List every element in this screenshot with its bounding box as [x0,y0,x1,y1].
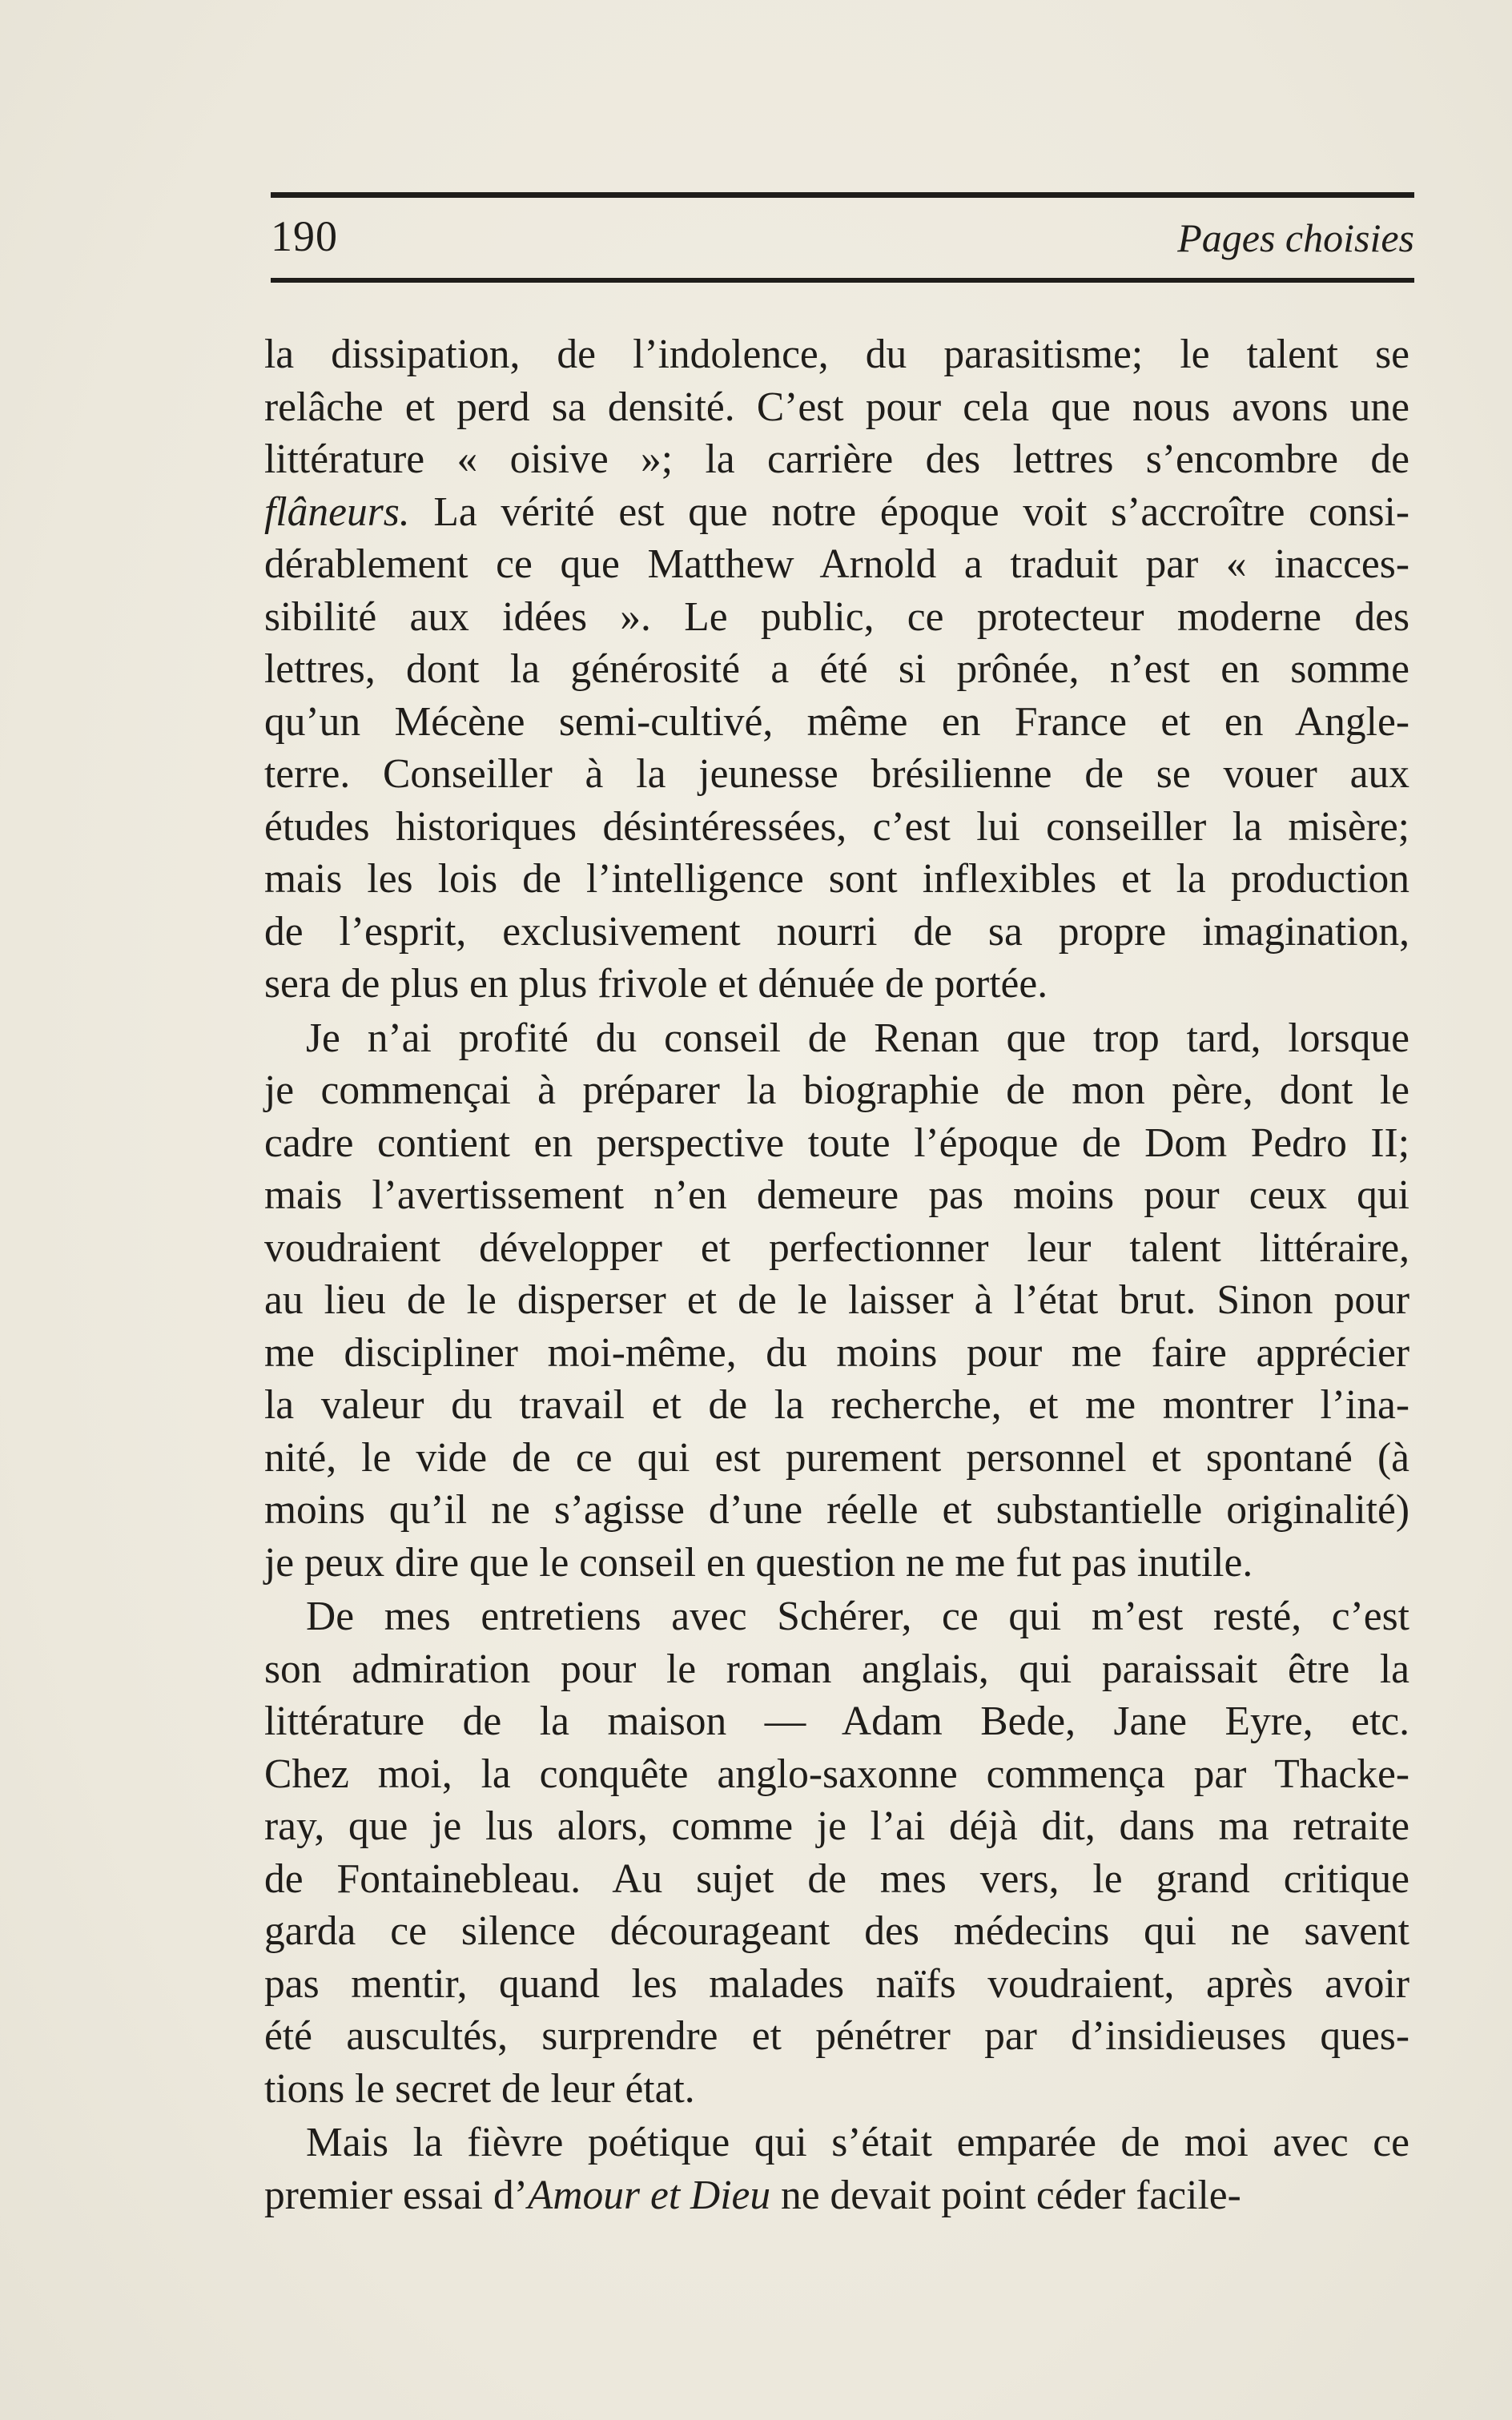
text-line: qu’un Mécène semi-cultivé, même en France et en Angle- [264,698,1409,745]
text-line: Mais la fièvre poétique qui s’était emparée de moi avec ce [306,2120,1409,2165]
text-line: dérablement ce que Matthew Arnold a traduit par « inacces- [264,541,1409,587]
paragraph [264,1012,1409,1590]
text-line: été auscultés, surprendre et pénétrer par d’insidieuses ques- [264,2013,1409,2059]
paragraph [264,328,1409,1011]
text-line: premier essai d’Amour et Dieu ne devait point céder facile- [264,2172,1241,2218]
paragraph [264,2116,1409,2221]
text-line: sera de plus en plus frivole et dénuée de portée. [264,961,1048,1007]
text-line: de Fontainebleau. Au sujet de mes vers, le grand critique [264,1855,1409,1902]
text-line: lettres, dont la générosité a été si prônée, n’est en somme [264,646,1409,692]
header-rule-top [271,192,1414,198]
text-line: cadre contient en perspective toute l’époque de Dom Pedro II; [264,1120,1409,1166]
text-line: sibilité aux idées ». Le public, ce protecteur moderne des [264,593,1409,640]
text-line: de l’esprit, exclusivement nourri de sa propre imagination, [264,908,1409,955]
text-line: la dissipation, de l’indolence, du parasitisme; le talent se [264,332,1409,377]
text-line: la valeur du travail et de la recherche, et me montrer l’ina- [264,1382,1409,1428]
text-line: mais les lois de l’intelligence sont inflexibles et la production [264,856,1409,902]
text-line: je peux dire que le conseil en question ne me fut pas inutile. [264,1539,1253,1586]
text-line: je commençai à préparer la biographie de mon père, dont le [264,1067,1409,1113]
text-line: voudraient développer et perfectionner leur talent littéraire, [264,1224,1409,1271]
text-line: son admiration pour le roman anglais, qui paraissait être la [264,1646,1409,1692]
header-rule-bottom [271,278,1414,283]
text-line: au lieu de le disperser et de le laisser à l’état brut. Sinon pour [264,1277,1409,1323]
text-line: garda ce silence décourageant des médecins qui ne savent [264,1908,1409,1954]
text-line: moins qu’il ne s’agisse d’une réelle et substantielle originalité) [264,1487,1409,1533]
text-line: tions le secret de leur état. [264,2065,695,2112]
text-line: De mes entretiens avec Schérer, ce qui m’est resté, c’est [306,1594,1409,1639]
text-line: mais l’avertissement n’en demeure pas moins pour ceux qui [264,1172,1409,1218]
text-line: terre. Conseiller à la jeunesse brésilienne de se vouer aux [264,751,1409,797]
text-line: nité, le vide de ce qui est purement personnel et spontané (à [264,1434,1409,1481]
running-head: Pages choisies [1177,215,1414,260]
text-line: Chez moi, la conquête anglo-saxonne commença par Thacke- [264,1751,1409,1797]
text-line: flâneurs. La vérité est que notre époque voit s’accroître consi- [264,488,1409,535]
text-line: études historiques désintéressées, c’est lui conseiller la misère; [264,803,1409,850]
text-line: ray, que je lus alors, comme je l’ai déjà dit, dans ma retraite [264,1803,1409,1849]
text-line: relâche et perd sa densité. C’est pour cela que nous avons une [264,384,1409,430]
text-line: pas mentir, quand les malades naïfs voudraient, après avoir [264,1960,1409,2007]
text-line: Je n’ai profité du conseil de Renan que trop tard, lorsque [306,1015,1409,1061]
page-number: 190 [271,212,338,260]
body-text [264,328,1409,2221]
text-line: me discipliner moi-même, du moins pour me faire apprécier [264,1329,1409,1376]
paragraph [264,1590,1409,2115]
text-line: littérature « oisive »; la carrière des lettres s’encombre de [264,436,1409,482]
text-line: littérature de la maison — Adam Bede, Jane Eyre, etc. [264,1698,1409,1744]
